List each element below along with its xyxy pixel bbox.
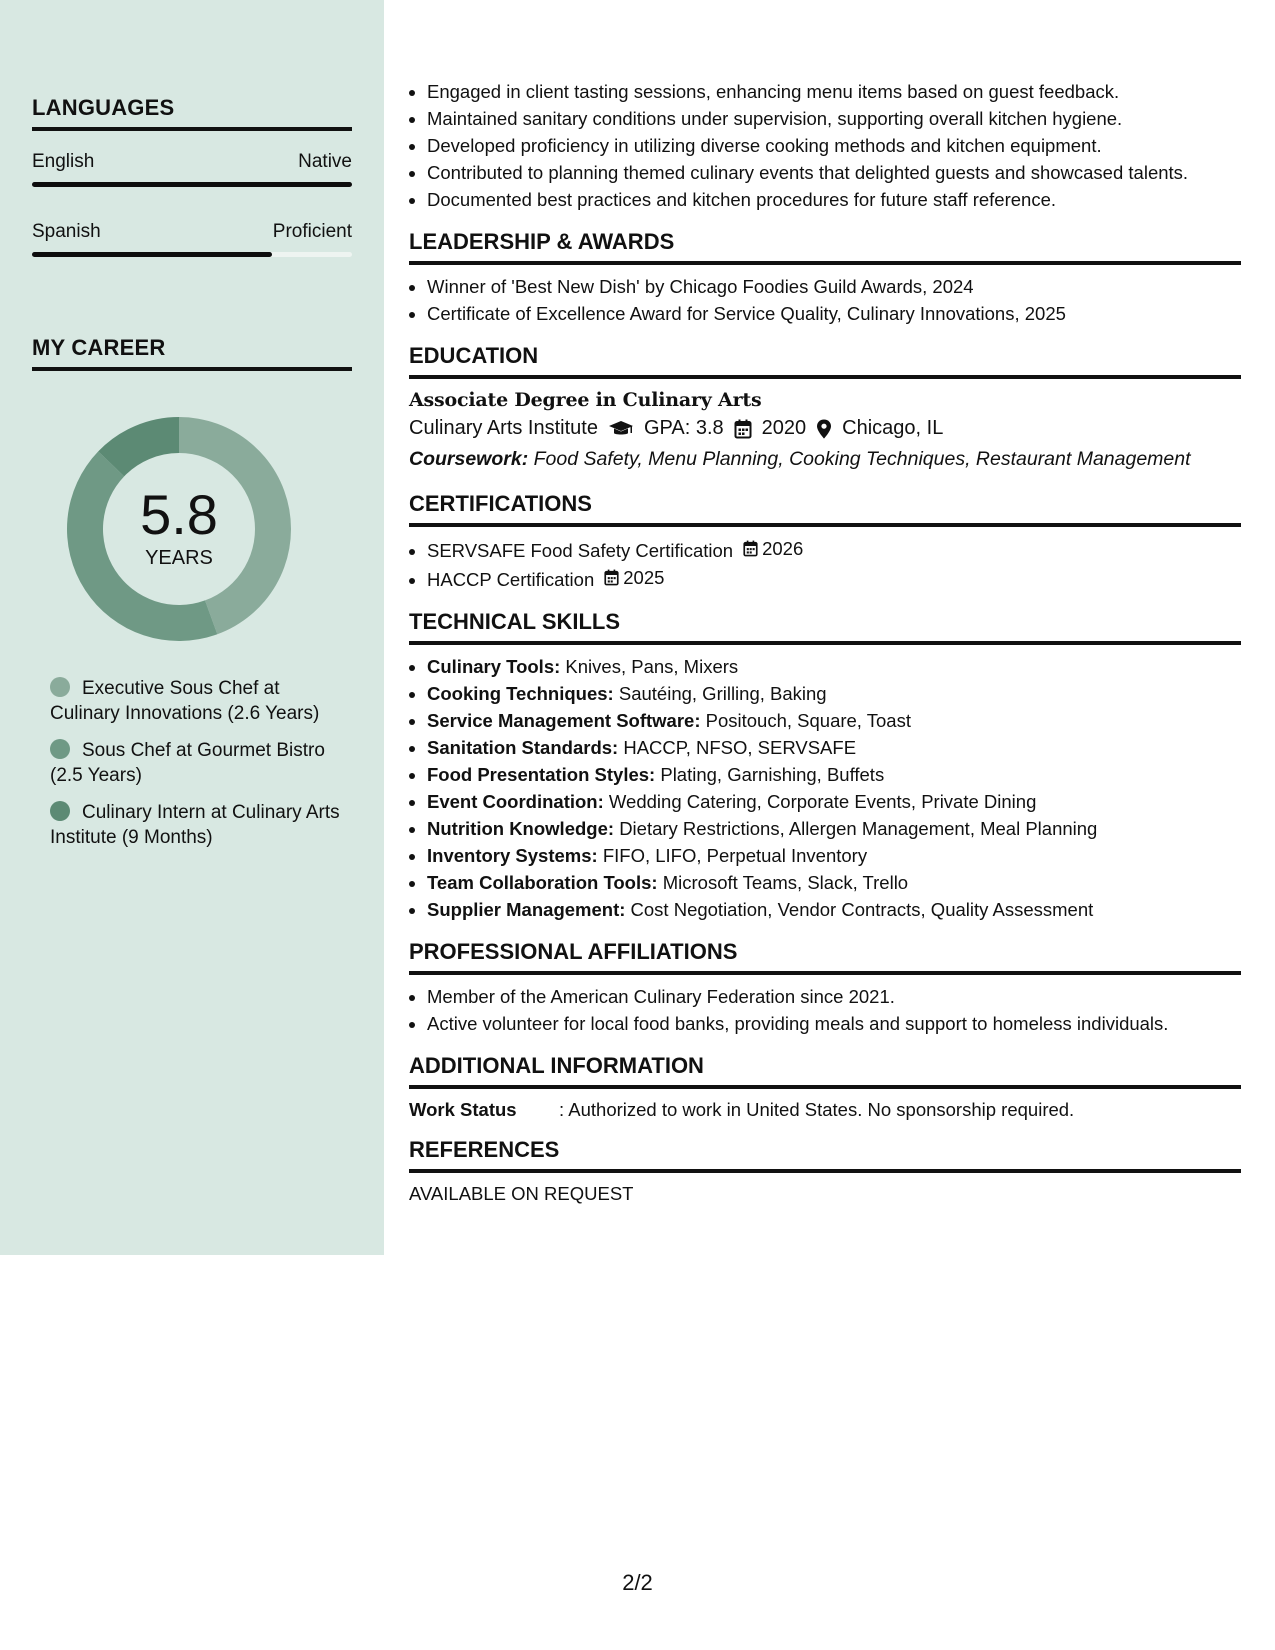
language-name: English: [32, 151, 95, 172]
certification-name: SERVSAFE Food Safety Certification: [427, 540, 734, 561]
skill-item: [427, 788, 1241, 815]
career-total-unit: YEARS: [145, 546, 213, 569]
language-bar: [32, 252, 352, 257]
affiliations-section: [409, 939, 1241, 1037]
legend-dot-icon: [50, 739, 70, 759]
award-item: • Winner of 'Best New Dish' by Chicago Foodies Guild Awards, 2024: [427, 273, 1241, 300]
main-content: [409, 78, 1241, 1205]
language-bar: [32, 182, 352, 187]
skill-value: Sautéing, Grilling, Baking: [618, 683, 827, 704]
skill-item: [427, 815, 1241, 842]
references-title: REFERENCES: [409, 1137, 1241, 1173]
skill-label: Nutrition Knowledge:: [427, 818, 615, 839]
skill-item: [427, 896, 1241, 923]
certification-item: [427, 535, 1241, 564]
languages-title: LANGUAGES: [32, 95, 352, 131]
legend-item: [50, 738, 340, 788]
skill-label: Sanitation Standards:: [427, 737, 619, 758]
experience-bullet: • Developed proficiency in utilizing diverse cooking methods and kitchen equipment.: [427, 132, 1241, 159]
experience-bullet: • Contributed to planning themed culinary events that delighted guests and showcased talents.: [427, 159, 1241, 186]
skill-item: [427, 734, 1241, 761]
coursework-text: Food Safety, Menu Planning, Cooking Techniques, Restaurant Management: [533, 448, 1191, 470]
languages-section: [32, 95, 352, 257]
education-meta: [409, 417, 1241, 440]
skill-value: Positouch, Square, Toast: [705, 710, 911, 731]
certification-year: 2026: [762, 538, 804, 559]
education-section: [409, 343, 1241, 471]
career-legend: [50, 676, 340, 862]
skill-item: [427, 653, 1241, 680]
skill-item: [427, 680, 1241, 707]
skill-item: [427, 707, 1241, 734]
skill-value: Cost Negotiation, Vendor Contracts, Quality Assessment: [630, 899, 1094, 920]
education-year: 2020: [761, 417, 807, 439]
career-title: MY CAREER: [32, 335, 352, 371]
leadership-title: LEADERSHIP & AWARDS: [409, 229, 1241, 265]
certification-name: HACCP Certification: [427, 569, 595, 590]
additional-section: [409, 1053, 1241, 1121]
career-total-years: 5.8: [140, 482, 218, 546]
language-level: Proficient: [272, 221, 352, 242]
award-item: • Certificate of Excellence Award for Service Quality, Culinary Innovations, 2025: [427, 300, 1241, 327]
affiliations-title: PROFESSIONAL AFFILIATIONS: [409, 939, 1241, 975]
work-status-row: [409, 1099, 1241, 1121]
education-degree: Associate Degree in Culinary Arts: [409, 389, 762, 411]
skill-value: Plating, Garnishing, Buffets: [660, 764, 885, 785]
skill-value: Dietary Restrictions, Allergen Management, Meal Planning: [619, 818, 1098, 839]
language-bar-fill: [32, 252, 272, 257]
affiliation-item: • Active volunteer for local food banks, providing meals and support to homeless individuals.: [427, 1010, 1241, 1037]
skill-label: Inventory Systems:: [427, 845, 598, 866]
skills-title: TECHNICAL SKILLS: [409, 609, 1241, 645]
skill-label: Food Presentation Styles:: [427, 764, 656, 785]
skill-label: Culinary Tools:: [427, 656, 561, 677]
skill-value: HACCP, NFSO, SERVSAFE: [623, 737, 857, 758]
experience-bullet: • Documented best practices and kitchen procedures for future staff reference.: [427, 186, 1241, 213]
legend-dot-icon: [50, 801, 70, 821]
affiliation-item: • Member of the American Culinary Federation since 2021.: [427, 983, 1241, 1010]
language-bar-fill: [32, 182, 352, 187]
additional-title: ADDITIONAL INFORMATION: [409, 1053, 1241, 1089]
certifications-section: [409, 491, 1241, 593]
education-coursework: [409, 448, 1241, 471]
skill-value: FIFO, LIFO, Perpetual Inventory: [602, 845, 868, 866]
experience-bullet: • Maintained sanitary conditions under supervision, supporting overall kitchen hygiene.: [427, 105, 1241, 132]
skill-label: Team Collaboration Tools:: [427, 872, 658, 893]
legend-dot-icon: [50, 677, 70, 697]
language-item: [32, 221, 352, 257]
work-status-key: Work Status: [409, 1099, 517, 1120]
coursework-label: Coursework:: [409, 448, 529, 470]
donut-center: [66, 416, 292, 642]
skill-value: Wedding Catering, Corporate Events, Private Dining: [608, 791, 1037, 812]
references-section: [409, 1137, 1241, 1205]
language-name: Spanish: [32, 221, 101, 242]
graduation-cap-icon: [608, 419, 634, 439]
experience-bullets: [409, 78, 1241, 213]
map-pin-icon: [816, 419, 832, 439]
skill-value: Microsoft Teams, Slack, Trello: [662, 872, 909, 893]
calendar-icon: [743, 540, 758, 557]
calendar-icon: [734, 419, 752, 439]
education-gpa: GPA: 3.8: [643, 417, 724, 439]
legend-item: [50, 800, 340, 850]
skill-label: Service Management Software:: [427, 710, 701, 731]
skill-label: Supplier Management:: [427, 899, 626, 920]
leadership-section: [409, 229, 1241, 327]
skill-item: [427, 869, 1241, 896]
skills-section: [409, 609, 1241, 923]
education-location: Chicago, IL: [842, 417, 944, 439]
education-school: Culinary Arts Institute: [409, 417, 598, 439]
skill-label: Cooking Techniques:: [427, 683, 614, 704]
calendar-icon: [604, 569, 619, 586]
experience-bullet: • Engaged in client tasting sessions, enhancing menu items based on guest feedback.: [427, 78, 1241, 105]
certification-item: [427, 564, 1241, 593]
legend-item: [50, 676, 340, 726]
legend-label: Sous Chef at Gourmet Bistro (2.5 Years): [50, 740, 325, 786]
skill-value: Knives, Pans, Mixers: [565, 656, 739, 677]
references-text: AVAILABLE ON REQUEST: [409, 1183, 634, 1204]
work-status-value: : Authorized to work in United States. No sponsorship required.: [559, 1099, 1075, 1120]
language-item: [32, 151, 352, 187]
education-title: EDUCATION: [409, 343, 1241, 379]
legend-label: Culinary Intern at Culinary Arts Institute (9 Months): [50, 802, 340, 848]
certification-year: 2025: [623, 567, 665, 588]
page-number: 2/2: [622, 1570, 653, 1595]
skill-item: [427, 761, 1241, 788]
career-section: [32, 335, 352, 371]
certifications-title: CERTIFICATIONS: [409, 491, 1241, 527]
skill-item: [427, 842, 1241, 869]
language-level: Native: [298, 151, 352, 172]
career-donut-chart: [66, 416, 292, 642]
skill-label: Event Coordination:: [427, 791, 604, 812]
sidebar: [0, 0, 384, 1255]
legend-label: Executive Sous Chef at Culinary Innovations (2.6 Years): [50, 678, 320, 724]
